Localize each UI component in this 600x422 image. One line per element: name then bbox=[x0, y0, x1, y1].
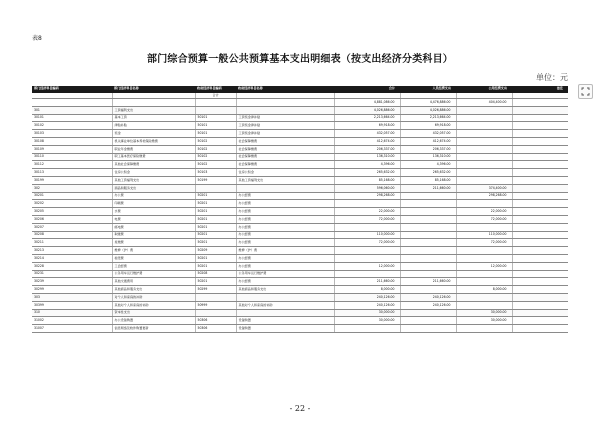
table-cell: 公务用车运行维护费 bbox=[236, 270, 334, 278]
table-cell: 设备购置 bbox=[236, 317, 334, 325]
table-cell bbox=[456, 278, 512, 286]
table-cell: 30208 bbox=[32, 231, 112, 239]
table-cell: 邮电费 bbox=[112, 223, 195, 231]
table-cell: 30102 bbox=[32, 122, 112, 130]
table-cell: 设备购置 bbox=[236, 325, 334, 333]
table-cell: 22,000.00 bbox=[334, 208, 400, 216]
table-cell: 办公经费 bbox=[236, 262, 334, 270]
table-row bbox=[32, 262, 568, 270]
table-cell bbox=[400, 286, 456, 294]
table-cell bbox=[400, 192, 456, 200]
table-cell: 30213 bbox=[32, 247, 112, 255]
table-cell: 50201 bbox=[195, 200, 236, 208]
table-cell: 30202 bbox=[32, 200, 112, 208]
table-cell: 240,126.00 bbox=[400, 293, 456, 301]
table-cell: 维修（护）费 bbox=[112, 247, 195, 255]
table-cell bbox=[512, 254, 568, 262]
table-cell: 30206 bbox=[32, 215, 112, 223]
table-cell: 50102 bbox=[195, 137, 236, 145]
table-cell bbox=[195, 293, 236, 301]
table-cell: 30228 bbox=[32, 262, 112, 270]
table-cell: 432,057.00 bbox=[400, 130, 456, 138]
table-cell bbox=[456, 247, 512, 255]
table-cell bbox=[512, 153, 568, 161]
table-row bbox=[32, 247, 568, 255]
table-cell: 维修（护）费 bbox=[236, 247, 334, 255]
table-cell: 50103 bbox=[195, 169, 236, 177]
table-cell bbox=[236, 309, 334, 317]
table-row bbox=[32, 114, 568, 122]
table-cell: 8,000.00 bbox=[456, 286, 512, 294]
table-cell bbox=[456, 130, 512, 138]
table-cell: 社会保障缴费 bbox=[236, 145, 334, 153]
table-cell: 50201 bbox=[195, 231, 236, 239]
table-cell: 公务用车运行维护费 bbox=[112, 270, 195, 278]
table-cell: 办公经费 bbox=[236, 208, 334, 216]
table-cell bbox=[512, 169, 568, 177]
table-cell: 工资奖金津补贴 bbox=[236, 122, 334, 130]
column-header: 人员经费支出 bbox=[400, 86, 456, 92]
expand-icon bbox=[581, 87, 590, 96]
table-cell: 50306 bbox=[195, 317, 236, 325]
table-cell: 50101 bbox=[195, 122, 236, 130]
table-row bbox=[32, 239, 568, 247]
table-cell bbox=[512, 301, 568, 309]
table-cell: 差旅费 bbox=[112, 239, 195, 247]
table-cell: 办公经费 bbox=[236, 192, 334, 200]
table-cell: 301 bbox=[32, 106, 112, 114]
table-cell: 136,310.00 bbox=[400, 153, 456, 161]
table-cell: 303 bbox=[32, 293, 112, 301]
table-row bbox=[32, 169, 568, 177]
table-cell bbox=[195, 309, 236, 317]
table-cell: 30,000.00 bbox=[334, 309, 400, 317]
table-cell: 50201 bbox=[195, 262, 236, 270]
table-cell: 85,168.00 bbox=[334, 176, 400, 184]
table-cell: 合计 bbox=[195, 92, 236, 99]
table-cell: 206,337.00 bbox=[334, 145, 400, 153]
table-cell: 30103 bbox=[32, 130, 112, 138]
table-row bbox=[32, 192, 568, 200]
table-cell: 404,400.00 bbox=[456, 99, 512, 107]
table-cell: 社会保障缴费 bbox=[236, 137, 334, 145]
table-cell: 其他对个人和家庭的补助 bbox=[236, 301, 334, 309]
table-cell bbox=[456, 145, 512, 153]
table-cell bbox=[456, 114, 512, 122]
table-cell bbox=[400, 208, 456, 216]
table-cell: 50101 bbox=[195, 130, 236, 138]
table-cell bbox=[512, 192, 568, 200]
table-cell: 240,126.00 bbox=[334, 301, 400, 309]
table-cell: 30231 bbox=[32, 270, 112, 278]
table-row bbox=[32, 231, 568, 239]
table-cell: 412,674.00 bbox=[334, 137, 400, 145]
table-cell: 211,660.00 bbox=[400, 184, 456, 192]
table-cell: 商品和服务支出 bbox=[112, 184, 195, 192]
table-cell: 302 bbox=[32, 184, 112, 192]
table-cell bbox=[400, 262, 456, 270]
table-cell bbox=[456, 301, 512, 309]
table-cell: 基本工资 bbox=[112, 114, 195, 122]
table-cell: 31007 bbox=[32, 325, 112, 333]
table-cell bbox=[512, 145, 568, 153]
table-cell: 12,000.00 bbox=[334, 262, 400, 270]
table-row bbox=[32, 161, 568, 169]
table-cell: 津贴补贴 bbox=[112, 122, 195, 130]
table-cell: 30101 bbox=[32, 114, 112, 122]
table-cell: 69,918.00 bbox=[400, 122, 456, 130]
table-cell bbox=[512, 200, 568, 208]
table-cell bbox=[456, 270, 512, 278]
table-row bbox=[32, 130, 568, 138]
table-row bbox=[32, 270, 568, 278]
table-row bbox=[32, 301, 568, 309]
table-cell: 50102 bbox=[195, 161, 236, 169]
table-cell bbox=[456, 176, 512, 184]
table-cell bbox=[512, 247, 568, 255]
table-cell: 50201 bbox=[195, 223, 236, 231]
table-cell: 206,337.00 bbox=[400, 145, 456, 153]
table-cell bbox=[512, 208, 568, 216]
table-cell: 50201 bbox=[195, 278, 236, 286]
table-cell: 职工基本医疗保险缴费 bbox=[112, 153, 195, 161]
table-cell: 30399 bbox=[32, 301, 112, 309]
table-cell: 50201 bbox=[195, 215, 236, 223]
table-cell: 30,000.00 bbox=[334, 317, 400, 325]
unit-label: 单位：元 bbox=[536, 73, 568, 82]
column-header: 公用经费支出 bbox=[456, 86, 512, 92]
table-cell bbox=[512, 293, 568, 301]
table-cell: 50201 bbox=[195, 239, 236, 247]
table-cell bbox=[512, 270, 568, 278]
table-cell: 工资奖金津补贴 bbox=[236, 114, 334, 122]
table-cell bbox=[512, 231, 568, 239]
table-cell: 12,000.00 bbox=[456, 262, 512, 270]
table-cell: 其他社会保障缴费 bbox=[112, 161, 195, 169]
table-cell bbox=[456, 200, 512, 208]
table-cell: 265,632.00 bbox=[400, 169, 456, 177]
table-cell: 22,000.00 bbox=[456, 208, 512, 216]
table-cell: 240,126.00 bbox=[400, 301, 456, 309]
table-cell: 4,396.00 bbox=[334, 161, 400, 169]
table-cell bbox=[512, 130, 568, 138]
table-cell: 4,881,086.00 bbox=[334, 99, 400, 107]
table-cell bbox=[400, 254, 456, 262]
table-cell bbox=[512, 137, 568, 145]
table-cell: 265,632.00 bbox=[334, 169, 400, 177]
table-cell bbox=[512, 122, 568, 130]
table-cell bbox=[195, 184, 236, 192]
table-row bbox=[32, 278, 568, 286]
table-row bbox=[32, 215, 568, 223]
page-number: - 22 - bbox=[289, 404, 311, 413]
table-cell: 211,660.00 bbox=[400, 278, 456, 286]
table-cell bbox=[512, 317, 568, 325]
table-cell bbox=[334, 325, 400, 333]
table-cell: 30205 bbox=[32, 208, 112, 216]
table-cell bbox=[236, 106, 334, 114]
table-cell: 50199 bbox=[195, 176, 236, 184]
table-cell: 596,060.00 bbox=[334, 184, 400, 192]
table-cell: 30109 bbox=[32, 145, 112, 153]
table-cell: 310 bbox=[32, 309, 112, 317]
table-cell: 信息网络及软件购置更新 bbox=[112, 325, 195, 333]
table-cell bbox=[236, 99, 334, 107]
table-cell: 30214 bbox=[32, 254, 112, 262]
table-cell: 办公经费 bbox=[236, 231, 334, 239]
table-cell: 30207 bbox=[32, 223, 112, 231]
column-header: 合计 bbox=[334, 86, 400, 92]
table-row bbox=[32, 184, 568, 192]
expenditure-table bbox=[32, 86, 568, 333]
page-title: 部门综合预算一般公共预算基本支出明细表（按支出经济分类科目） bbox=[147, 54, 453, 65]
table-cell bbox=[456, 293, 512, 301]
table-cell: 72,000.00 bbox=[334, 215, 400, 223]
table-cell: 其他商品和服务支出 bbox=[236, 286, 334, 294]
table-cell: 72,000.00 bbox=[456, 215, 512, 223]
table-cell bbox=[512, 106, 568, 114]
table-cell: 办公经费 bbox=[236, 254, 334, 262]
table-cell bbox=[400, 239, 456, 247]
table-cell: 办公设备购置 bbox=[112, 317, 195, 325]
table-row bbox=[32, 286, 568, 294]
table-cell: 50299 bbox=[195, 286, 236, 294]
table-cell: 110,000.00 bbox=[334, 231, 400, 239]
table-cell: 50999 bbox=[195, 301, 236, 309]
table-row bbox=[32, 106, 568, 114]
table-cell: 职业年金缴费 bbox=[112, 145, 195, 153]
table-cell: 30239 bbox=[32, 278, 112, 286]
table-cell: 其他工资福利支出 bbox=[236, 176, 334, 184]
table-cell: 工资福利支出 bbox=[112, 106, 195, 114]
table-cell bbox=[400, 309, 456, 317]
table-cell: 印刷费 bbox=[112, 200, 195, 208]
table-cell bbox=[512, 215, 568, 223]
table-cell: 72,000.00 bbox=[456, 239, 512, 247]
table-cell: 其他对个人和家庭的补助 bbox=[112, 301, 195, 309]
table-cell: 其他交通费用 bbox=[112, 278, 195, 286]
table-cell bbox=[195, 106, 236, 114]
table-cell bbox=[456, 325, 512, 333]
table-cell bbox=[236, 184, 334, 192]
table-row bbox=[32, 223, 568, 231]
table-cell bbox=[512, 262, 568, 270]
table-cell bbox=[334, 247, 400, 255]
table-cell bbox=[512, 309, 568, 317]
table-cell: 取暖费 bbox=[112, 231, 195, 239]
table-cell bbox=[512, 239, 568, 247]
table-cell bbox=[112, 99, 195, 107]
table-cell bbox=[334, 270, 400, 278]
table-cell bbox=[400, 200, 456, 208]
table-cell: 4,026,886.00 bbox=[400, 106, 456, 114]
table-cell: 办公费 bbox=[112, 192, 195, 200]
table-cell: 办公经费 bbox=[236, 223, 334, 231]
table-cell: 其他商品和服务支出 bbox=[112, 286, 195, 294]
table-cell bbox=[456, 254, 512, 262]
table-cell: 211,660.00 bbox=[334, 278, 400, 286]
table-cell: 办公经费 bbox=[236, 200, 334, 208]
table-cell: 85,168.00 bbox=[400, 176, 456, 184]
table-cell: 30112 bbox=[32, 161, 112, 169]
table-cell bbox=[512, 161, 568, 169]
table-cell bbox=[334, 254, 400, 262]
table-cell bbox=[236, 293, 334, 301]
table-cell: 社会保障缴费 bbox=[236, 161, 334, 169]
table-cell: 110,000.00 bbox=[456, 231, 512, 239]
table-cell: 30201 bbox=[32, 192, 112, 200]
table-cell: 50201 bbox=[195, 192, 236, 200]
column-header: 部门经济科目名称 bbox=[112, 86, 195, 92]
table-row bbox=[32, 137, 568, 145]
table-cell: 298,268.00 bbox=[456, 192, 512, 200]
table-cell: 8,000.00 bbox=[334, 286, 400, 294]
table-cell bbox=[400, 231, 456, 239]
table-cell: 2,213,664.00 bbox=[400, 114, 456, 122]
table-cell: 50201 bbox=[195, 254, 236, 262]
table-cell bbox=[456, 106, 512, 114]
table-cell bbox=[456, 137, 512, 145]
table-cell bbox=[512, 176, 568, 184]
table-cell: 412,674.00 bbox=[400, 137, 456, 145]
table-cell bbox=[456, 122, 512, 130]
table-row bbox=[32, 293, 568, 301]
table-cell: 办公经费 bbox=[236, 278, 334, 286]
table-cell: 72,000.00 bbox=[334, 239, 400, 247]
table-cell: 50102 bbox=[195, 153, 236, 161]
table-cell: 50208 bbox=[195, 270, 236, 278]
table-row bbox=[32, 99, 568, 107]
table-cell: 50306 bbox=[195, 325, 236, 333]
table-cell: 30,000.00 bbox=[456, 309, 512, 317]
table-cell: 资本性支出 bbox=[112, 309, 195, 317]
table-cell bbox=[512, 223, 568, 231]
table-cell: 50201 bbox=[195, 208, 236, 216]
column-header: 政府经济科目编码 bbox=[195, 86, 236, 92]
table-cell bbox=[334, 223, 400, 231]
table-cell: 电费 bbox=[112, 215, 195, 223]
table-cell: 69,918.00 bbox=[334, 122, 400, 130]
table-cell bbox=[456, 161, 512, 169]
table-cell bbox=[400, 215, 456, 223]
table-cell: 其他工资福利支出 bbox=[112, 176, 195, 184]
table-cell: 4,396.00 bbox=[400, 161, 456, 169]
table-row bbox=[32, 208, 568, 216]
table-cell bbox=[512, 184, 568, 192]
table-cell: 50102 bbox=[195, 145, 236, 153]
table-row bbox=[32, 176, 568, 184]
table-cell: 30299 bbox=[32, 286, 112, 294]
table-row bbox=[32, 145, 568, 153]
table-cell: 办公经费 bbox=[236, 239, 334, 247]
table-cell: 住房公积金 bbox=[236, 169, 334, 177]
table-cell: 30108 bbox=[32, 137, 112, 145]
table-cell: 对个人和家庭的补助 bbox=[112, 293, 195, 301]
table-cell: 社会保障缴费 bbox=[236, 153, 334, 161]
table-cell: 机关事业单位基本养老保险缴费 bbox=[112, 137, 195, 145]
table-cell: 30,000.00 bbox=[456, 317, 512, 325]
table-cell bbox=[334, 200, 400, 208]
table-cell: 30113 bbox=[32, 169, 112, 177]
table-cell bbox=[400, 247, 456, 255]
table-cell: 奖金 bbox=[112, 130, 195, 138]
column-header: 部门经济科目编码 bbox=[32, 86, 112, 92]
table-cell: 4,026,886.00 bbox=[334, 106, 400, 114]
table-cell bbox=[456, 223, 512, 231]
table-cell bbox=[512, 325, 568, 333]
table-cell: 432,057.00 bbox=[334, 130, 400, 138]
column-header: 政府经济科目名称 bbox=[236, 86, 334, 92]
table-cell bbox=[512, 114, 568, 122]
table-cell: 50209 bbox=[195, 247, 236, 255]
table-cell: 298,268.00 bbox=[334, 192, 400, 200]
table-cell: 374,400.00 bbox=[456, 184, 512, 192]
table-row bbox=[32, 153, 568, 161]
table-cell bbox=[195, 99, 236, 107]
table-cell: 30199 bbox=[32, 176, 112, 184]
table-tag: 表8 bbox=[32, 35, 42, 42]
table-cell bbox=[456, 153, 512, 161]
table-row bbox=[32, 325, 568, 333]
table-cell: 工会经费 bbox=[112, 262, 195, 270]
table-cell bbox=[32, 99, 112, 107]
table-cell: 办公经费 bbox=[236, 215, 334, 223]
table-cell: 住房公积金 bbox=[112, 169, 195, 177]
table-cell bbox=[400, 270, 456, 278]
table-cell bbox=[400, 317, 456, 325]
table-cell: 240,126.00 bbox=[334, 293, 400, 301]
table-cell: 水费 bbox=[112, 208, 195, 216]
table-cell: 工资奖金津补贴 bbox=[236, 130, 334, 138]
table-cell: 31002 bbox=[32, 317, 112, 325]
table-cell: 租赁费 bbox=[112, 254, 195, 262]
table-cell bbox=[400, 223, 456, 231]
table-cell: 30211 bbox=[32, 239, 112, 247]
table-row bbox=[32, 254, 568, 262]
table-row bbox=[32, 122, 568, 130]
table-cell bbox=[512, 99, 568, 107]
table-cell bbox=[512, 278, 568, 286]
table-cell: 4,476,886.00 bbox=[400, 99, 456, 107]
table-cell: 2,213,664.00 bbox=[334, 114, 400, 122]
table-cell: 30110 bbox=[32, 153, 112, 161]
table-cell: 136,310.00 bbox=[334, 153, 400, 161]
table-row bbox=[32, 200, 568, 208]
table-cell bbox=[456, 169, 512, 177]
table-cell bbox=[512, 286, 568, 294]
table-row bbox=[32, 309, 568, 317]
table-cell bbox=[400, 325, 456, 333]
column-header: 备注 bbox=[512, 86, 568, 92]
expand-button[interactable] bbox=[578, 84, 593, 99]
table-row bbox=[32, 317, 568, 325]
table-cell: 50101 bbox=[195, 114, 236, 122]
